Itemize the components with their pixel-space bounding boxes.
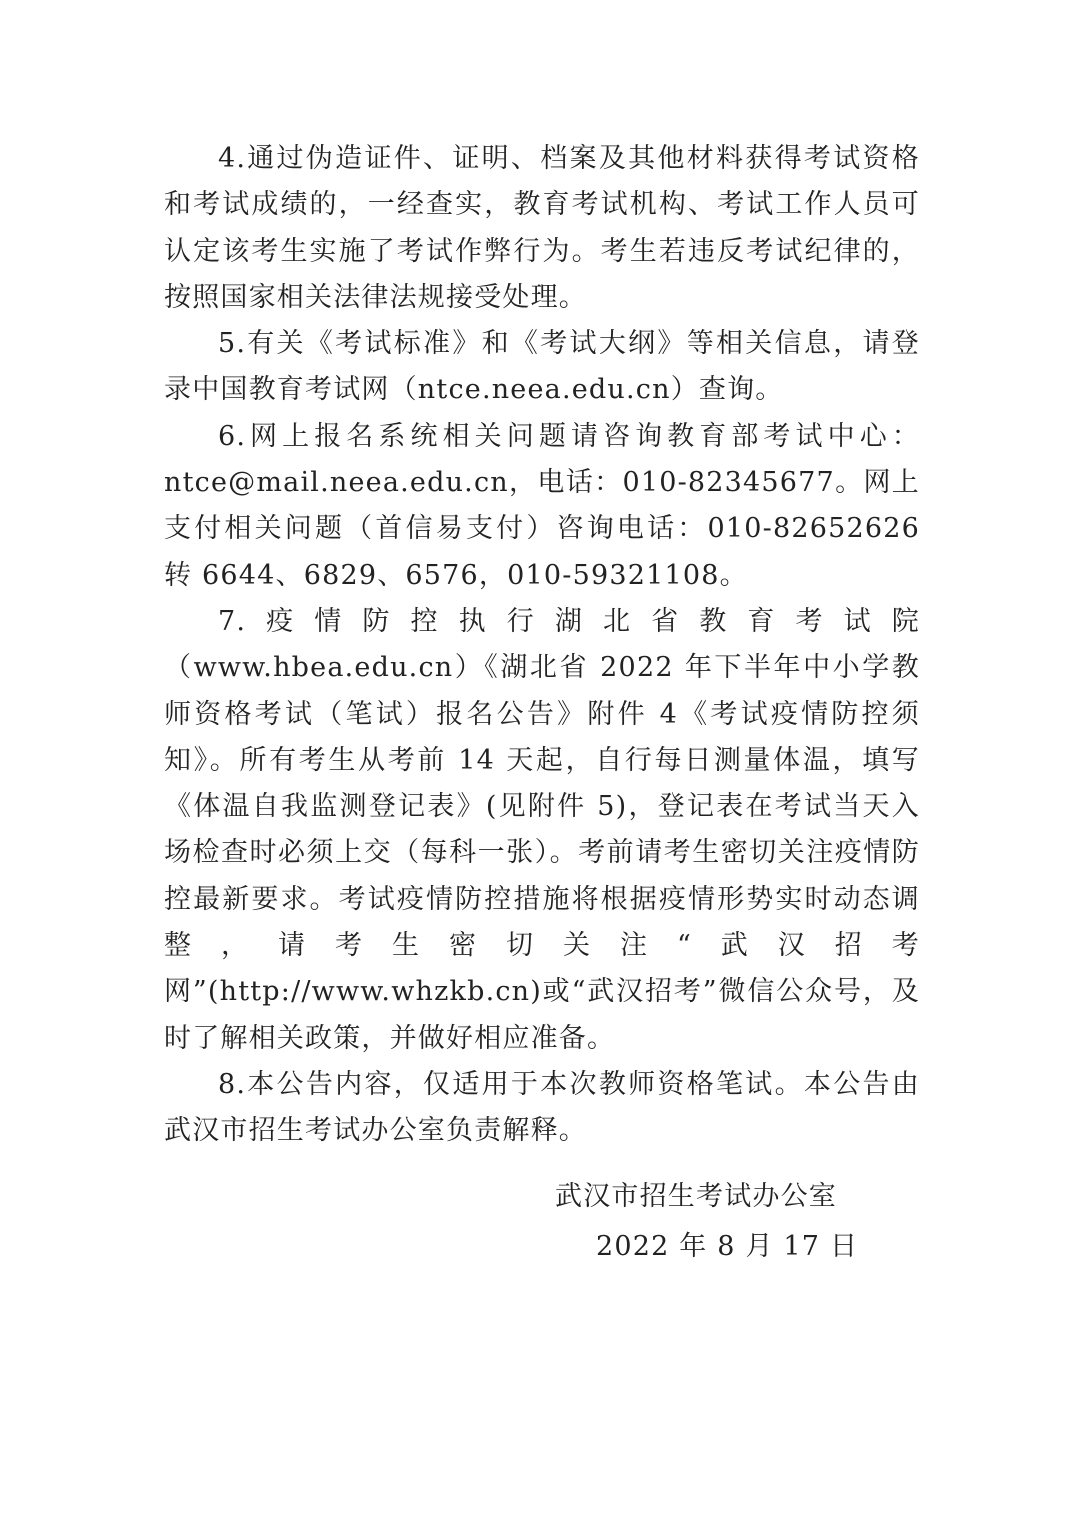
- paragraph-item-6: 6.网上报名系统相关问题请咨询教育部考试中心：ntce@mail.neea.edu.cn，电话：010-82345677。网上支付相关问题（首信易支付）咨询电话：010-82652626 转 6644、6829、6576，010-59321108。: [164, 420, 920, 591]
- paragraph-item-8: 8.本公告内容，仅适用于本次教师资格笔试。本公告由武汉市招生考试办公室负责解释。: [164, 1068, 920, 1147]
- document-body: [164, 136, 920, 1155]
- paragraph-item-5: 5.有关《考试标准》和《考试大纲》等相关信息，请登录中国教育考试网（ntce.neea.edu.cn）查询。: [164, 328, 920, 406]
- paragraph-item-4: 4.通过伪造证件、证明、档案及其他材料获得考试资格和考试成绩的，一经查实，教育考试机构、考试工作人员可认定该考生实施了考试作弊行为。考生若违反考试纪律的，按照国家相关法律法规接受处理。: [164, 143, 920, 313]
- paragraph-item-7: 7.疫情防控执行湖北省教育考试院（www.hbea.edu.cn）《湖北省 2022 年下半年中小学教师资格考试（笔试）报名公告》附件 4《考试疫情防控须知》。所有考生从考前 14 天起，自行每日测量体温，填写《体温自我监测登记表》(见附件 5)，登记表在考试当天入场检查时必须上交（每科一张）。考前请考生密切关注疫情防控最新要求。考试疫情防控措施将根据疫情形势实时动态调整，请考生密切关注“武汉招考网”(http://www.whzkb.cn)或“武汉招考”微信公众号，及时了解相关政策，并做好相应准备。: [164, 605, 920, 1054]
- signature-organization: 武汉市招生考试办公室: [555, 1181, 837, 1212]
- signature-date: 2022 年 8 月 17 日: [596, 1231, 859, 1262]
